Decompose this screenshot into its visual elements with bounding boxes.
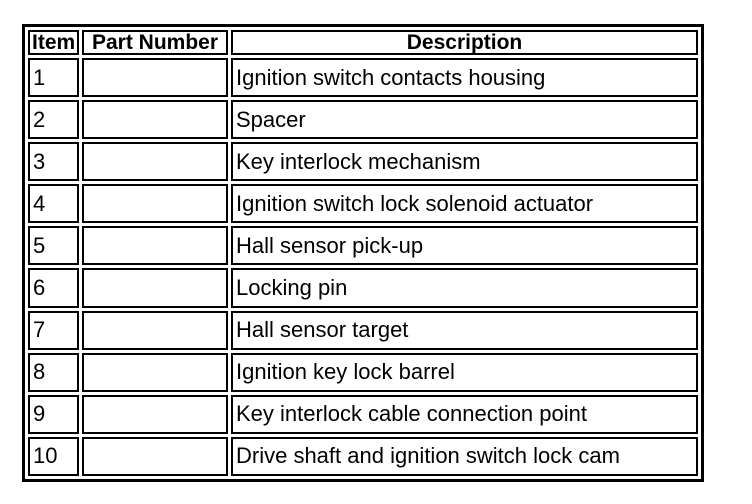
part-number-cell: [82, 311, 228, 350]
part-number-cell: [82, 142, 228, 181]
description-cell: Spacer: [231, 100, 698, 139]
item-cell: 9: [28, 395, 79, 434]
item-cell: 3: [28, 142, 79, 181]
part-number-cell: [82, 268, 228, 307]
description-cell: Ignition key lock barrel: [231, 353, 698, 392]
table-row: [28, 58, 698, 97]
table-row: [28, 226, 698, 265]
description-cell: Ignition switch contacts housing: [231, 58, 698, 97]
table-row: [28, 353, 698, 392]
item-cell: 1: [28, 58, 79, 97]
part-number-cell: [82, 226, 228, 265]
table-row: [28, 100, 698, 139]
part-number-cell: [82, 100, 228, 139]
header-row: [28, 30, 698, 55]
table-row: [28, 142, 698, 181]
description-cell: Locking pin: [231, 268, 698, 307]
part-number-cell: [82, 58, 228, 97]
item-cell: 2: [28, 100, 79, 139]
description-cell: Hall sensor pick-up: [231, 226, 698, 265]
table-row: [28, 268, 698, 307]
table-row: [28, 437, 698, 476]
parts-table: [22, 24, 704, 482]
table-row: [28, 184, 698, 223]
item-cell: 5: [28, 226, 79, 265]
header-item: Item: [28, 30, 79, 55]
header-part-number: Part Number: [82, 30, 228, 55]
description-cell: Key interlock cable connection point: [231, 395, 698, 434]
description-cell: Ignition switch lock solenoid actuator: [231, 184, 698, 223]
description-cell: Drive shaft and ignition switch lock cam: [231, 437, 698, 476]
part-number-cell: [82, 437, 228, 476]
item-cell: 6: [28, 268, 79, 307]
table-row: [28, 395, 698, 434]
header-description: Description: [231, 30, 698, 55]
part-number-cell: [82, 184, 228, 223]
description-cell: Hall sensor target: [231, 311, 698, 350]
item-cell: 10: [28, 437, 79, 476]
item-cell: 4: [28, 184, 79, 223]
table-row: [28, 311, 698, 350]
item-cell: 7: [28, 311, 79, 350]
part-number-cell: [82, 395, 228, 434]
part-number-cell: [82, 353, 228, 392]
item-cell: 8: [28, 353, 79, 392]
description-cell: Key interlock mechanism: [231, 142, 698, 181]
